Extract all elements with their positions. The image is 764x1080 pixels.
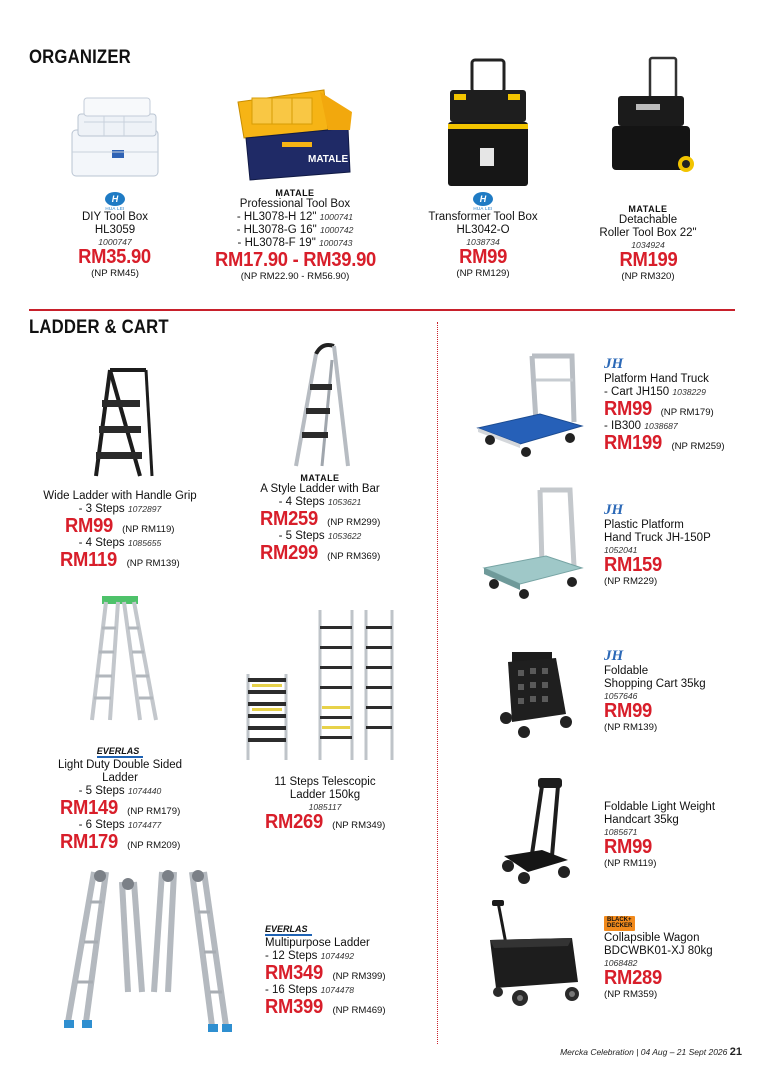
normal-price: (NP RM320) xyxy=(621,271,675,282)
variant-label: - Cart JH150 xyxy=(604,386,670,398)
product-code: 1074492 xyxy=(320,951,355,961)
transformer-tool-box-card xyxy=(418,192,548,279)
platform-hand-truck-card xyxy=(604,356,754,454)
jh-logo: JH xyxy=(604,356,624,372)
product-name-line2: Ladder 150kg xyxy=(289,789,361,801)
product-name: Foldable Light Weight xyxy=(604,801,716,813)
normal-price: (NP RM119) xyxy=(604,858,657,869)
product-code: 1074478 xyxy=(320,985,355,995)
product-name: Detachable xyxy=(618,214,678,226)
variant-label: - 16 Steps xyxy=(265,984,318,996)
product-name: Collapsible Wagon xyxy=(604,932,700,944)
normal-price: (NP RM369) xyxy=(327,551,381,562)
product-code: 1053621 xyxy=(327,497,362,507)
price: RM289 xyxy=(604,967,662,989)
brand-logo: MATALE xyxy=(275,188,315,198)
product-name-line2: Shopping Cart 35kg xyxy=(604,678,706,690)
multipurpose-ladder-card xyxy=(265,919,435,1018)
normal-price: (NP RM299) xyxy=(327,517,381,528)
price: RM179 xyxy=(59,831,118,853)
price: RM99 xyxy=(604,700,652,722)
product-code: 1034924 xyxy=(631,240,665,250)
product-code: 1038687 xyxy=(644,421,678,431)
jh-logo: JH xyxy=(604,648,624,664)
jh-logo: JH xyxy=(604,502,624,518)
price: RM399 xyxy=(265,996,323,1018)
normal-price: (NP RM469) xyxy=(332,1005,386,1016)
price: RM149 xyxy=(59,797,118,819)
plastic-platform-card xyxy=(604,502,754,587)
normal-price: (NP RM119) xyxy=(122,524,175,535)
variant-label: - 4 Steps xyxy=(78,537,125,549)
product-code: 1072897 xyxy=(127,504,162,514)
normal-price: (NP RM129) xyxy=(456,268,510,279)
normal-price: (NP RM22.90 - RM56.90) xyxy=(240,271,350,282)
brand-logo: MATALE xyxy=(300,473,340,483)
product-name-line2: BDCWBK01-XJ 80kg xyxy=(604,945,713,957)
price: RM35.90 xyxy=(78,246,152,268)
double-sided-ladder-card xyxy=(40,741,200,853)
section-divider xyxy=(29,309,735,311)
double-sided-ladder-image xyxy=(88,594,162,724)
variant-line: - HL3078-G 16" 1000742 xyxy=(236,224,354,236)
price: RM99 xyxy=(604,836,652,858)
product-code: 1038229 xyxy=(672,387,706,397)
variant-label: - 5 Steps xyxy=(78,785,125,797)
normal-price: (NP RM179) xyxy=(127,806,181,817)
product-name: Plastic Platform xyxy=(604,519,684,531)
product-code: 1074440 xyxy=(127,786,162,796)
product-name-line2: Hand Truck JH-150P xyxy=(604,532,711,544)
variant-label: - 4 Steps xyxy=(278,496,325,508)
variant-line: - HL3078-H 12" 1000741 xyxy=(236,211,354,223)
normal-price: (NP RM259) xyxy=(671,441,725,452)
normal-price: (NP RM209) xyxy=(127,840,181,851)
page-number: 21 xyxy=(729,1046,742,1058)
product-name: Light Duty Double Sided Ladder xyxy=(57,759,183,784)
product-name: Multipurpose Ladder xyxy=(265,937,370,949)
shopping-cart-image xyxy=(496,648,576,740)
product-name: Transformer Tool Box xyxy=(428,211,538,223)
hua-lei-logo-icon: H xyxy=(473,192,493,206)
variant-label: - 6 Steps xyxy=(78,819,125,831)
product-name-line2: Handcart 35kg xyxy=(604,814,679,826)
brand-logo: MATALE xyxy=(628,204,668,214)
product-name: Platform Hand Truck xyxy=(604,373,709,385)
brand-label: HUA LEI xyxy=(473,206,493,211)
plastic-platform-truck-image xyxy=(480,486,586,602)
product-code: 1053622 xyxy=(327,531,362,541)
product-code: 1085671 xyxy=(604,827,638,837)
svg-text:MATALE: MATALE xyxy=(308,154,349,165)
product-model: HL3059 xyxy=(94,224,136,236)
normal-price: (NP RM45) xyxy=(91,268,139,279)
a-style-ladder-image xyxy=(286,340,356,470)
price: RM199 xyxy=(619,249,677,271)
section-title-organizer: ORGANIZER xyxy=(29,47,131,68)
roller-tool-box-image xyxy=(608,56,698,176)
handcart-image xyxy=(494,776,574,886)
professional-tool-box-image xyxy=(232,72,356,184)
price: RM349 xyxy=(265,962,323,984)
roller-tool-box-card xyxy=(588,204,708,282)
price: RM259 xyxy=(259,508,318,530)
product-code: 1057646 xyxy=(604,691,638,701)
telescopic-ladder-image xyxy=(240,606,400,764)
product-model: HL3042-O xyxy=(456,224,510,236)
normal-price: (NP RM349) xyxy=(332,820,386,831)
footer xyxy=(560,1046,742,1058)
diy-tool-box-image xyxy=(64,92,168,186)
price: RM99 xyxy=(65,515,114,537)
product-code: 1000747 xyxy=(98,237,132,247)
multipurpose-ladder-image xyxy=(62,862,240,1034)
section-title-ladder-cart: LADDER & CART xyxy=(29,317,169,338)
normal-price: (NP RM139) xyxy=(604,722,658,733)
product-model: Roller Tool Box 22" xyxy=(599,227,697,239)
transformer-tool-box-image xyxy=(444,56,534,190)
wide-ladder-image xyxy=(88,366,158,480)
price: RM119 xyxy=(60,549,118,571)
everlas-logo: EVERLAS xyxy=(97,746,144,758)
price: RM299 xyxy=(259,542,318,564)
black-decker-logo: BLACK+ DECKER xyxy=(604,916,635,931)
variant-label: - 5 Steps xyxy=(278,530,325,542)
price: RM159 xyxy=(604,554,662,576)
price: RM17.90 - RM39.90 xyxy=(214,249,376,271)
price: RM99 xyxy=(604,398,652,420)
variant-line: - HL3078-F 19" 1000743 xyxy=(237,237,353,249)
footer-text: Mercka Celebration | 04 Aug – 21 Sept 2026 xyxy=(560,1047,728,1057)
brand-label: HUA LEI xyxy=(105,206,125,211)
platform-hand-truck-image xyxy=(474,352,586,458)
product-code: 1074477 xyxy=(127,820,162,830)
column-divider xyxy=(437,322,438,1044)
product-code: 1085117 xyxy=(308,802,342,812)
product-name: Professional Tool Box xyxy=(239,198,351,210)
wagon-image xyxy=(484,898,584,1008)
variant-label: - IB300 xyxy=(604,420,642,432)
wide-ladder-card xyxy=(40,490,200,571)
everlas-logo: EVERLAS xyxy=(265,924,312,936)
telescopic-ladder-card xyxy=(245,776,405,833)
normal-price: (NP RM139) xyxy=(126,558,180,569)
diy-tool-box-card xyxy=(40,192,190,279)
product-name: DIY Tool Box xyxy=(81,211,149,223)
price: RM199 xyxy=(604,432,662,454)
product-code: 1052041 xyxy=(604,545,638,555)
normal-price: (NP RM229) xyxy=(604,576,658,587)
price: RM269 xyxy=(264,811,323,833)
product-code: 1038734 xyxy=(466,237,500,247)
wagon-card xyxy=(604,914,754,1000)
product-name: Wide Ladder with Handle Grip xyxy=(43,490,197,502)
a-style-ladder-card xyxy=(245,473,395,564)
product-code: 1068482 xyxy=(604,958,638,968)
variant-label: - 12 Steps xyxy=(265,950,318,962)
handcart-card xyxy=(604,801,754,869)
product-name: Foldable xyxy=(604,665,649,677)
product-name: 11 Steps Telescopic xyxy=(274,776,376,788)
shopping-cart-card xyxy=(604,648,754,733)
hua-lei-logo-icon: H xyxy=(105,192,125,206)
product-name: A Style Ladder with Bar xyxy=(260,483,380,495)
price: RM99 xyxy=(459,246,507,268)
professional-tool-box-card xyxy=(200,188,390,282)
variant-label: - 3 Steps xyxy=(78,503,125,515)
normal-price: (NP RM359) xyxy=(604,989,658,1000)
normal-price: (NP RM399) xyxy=(332,971,386,982)
product-code: 1085655 xyxy=(127,538,162,548)
normal-price: (NP RM179) xyxy=(660,407,714,418)
